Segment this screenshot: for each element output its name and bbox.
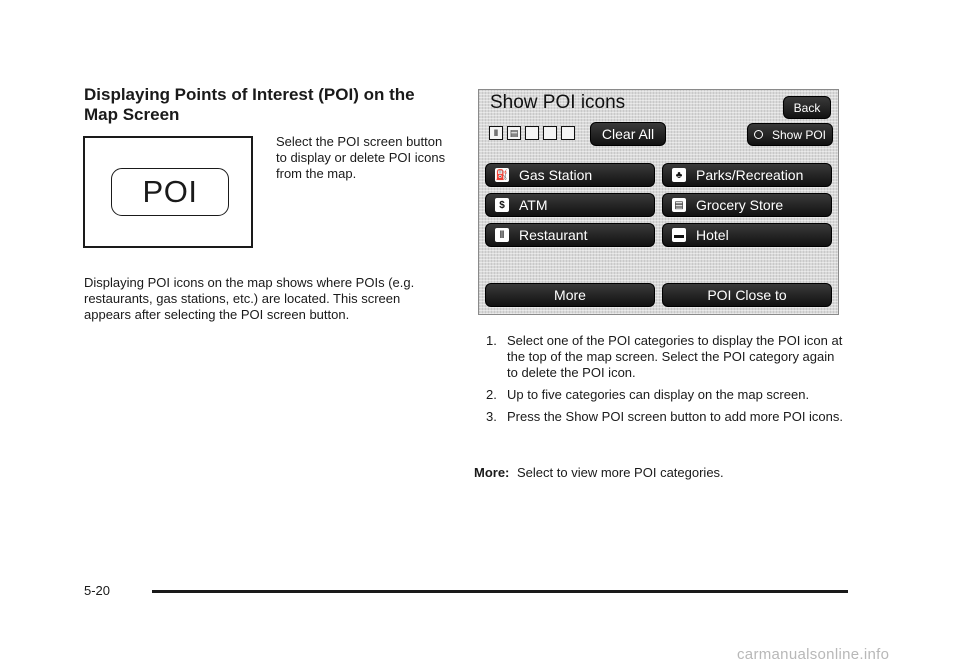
list-item — [486, 333, 846, 381]
show-poi-button[interactable] — [747, 123, 833, 146]
back-button[interactable]: Back — [783, 96, 831, 119]
selected-poi-slots — [489, 126, 579, 140]
category-gas-station-button[interactable] — [485, 163, 655, 187]
category-restaurant-button[interactable] — [485, 223, 655, 247]
footer-rule — [152, 590, 848, 593]
basket-icon: ▤ — [672, 198, 686, 212]
category-label: Grocery Store — [696, 197, 784, 213]
category-label: ATM — [519, 197, 548, 213]
category-label: Parks/Recreation — [696, 167, 804, 183]
circle-icon — [754, 130, 763, 139]
poi-close-to-button[interactable]: POI Close to — [662, 283, 832, 307]
fork-knife-icon: ǁ — [495, 228, 509, 242]
show-poi-screen — [478, 89, 839, 315]
screen-title: Show POI icons — [490, 92, 626, 113]
poi-caption: Select the POI screen button to display or delete POI icons from the map. — [276, 134, 446, 181]
clear-all-button[interactable]: Clear All — [590, 122, 666, 146]
more-button[interactable]: More — [485, 283, 655, 307]
step-text: Press the Show POI screen button to add more POI icons. — [507, 409, 844, 424]
empty-slot[interactable] — [561, 126, 575, 140]
category-label: Hotel — [696, 227, 729, 243]
poi-button-illustration — [83, 136, 253, 248]
empty-slot[interactable] — [543, 126, 557, 140]
page-number: 5-20 — [84, 583, 111, 598]
step-number: 1. — [486, 333, 497, 348]
more-term: More: — [474, 465, 510, 480]
category-label: Gas Station — [519, 167, 593, 183]
category-atm-button[interactable] — [485, 193, 655, 217]
step-number: 3. — [486, 409, 497, 424]
section-heading: Displaying Points of Interest (POI) on the Map Screen — [84, 85, 415, 124]
intro-paragraph: Displaying POI icons on the map shows where POIs (e.g. restaurants, gas stations, etc.) are located. This screen appears after selecting the POI screen button. — [84, 275, 415, 322]
category-parks-recreation-button[interactable] — [662, 163, 832, 187]
list-item — [486, 387, 846, 403]
category-grocery-store-button[interactable] — [662, 193, 832, 217]
list-item — [486, 409, 846, 425]
more-definition — [474, 465, 854, 481]
bed-icon: ▬ — [674, 229, 684, 241]
grocery-icon[interactable]: ▤ — [507, 126, 521, 140]
category-label: Restaurant — [519, 227, 588, 243]
step-text: Up to five categories can display on the map screen. — [507, 387, 810, 402]
tree-icon: ♣ — [672, 168, 686, 182]
dollar-icon: $ — [495, 198, 509, 212]
category-hotel-button[interactable] — [662, 223, 832, 247]
restaurant-icon[interactable]: ǁ — [489, 126, 503, 140]
instruction-steps — [486, 333, 846, 431]
step-number: 2. — [486, 387, 497, 402]
step-text: Select one of the POI categories to display the POI icon at the top of the map screen. Select the POI category again to delete the POI icon. — [507, 333, 843, 380]
poi-screen-button[interactable]: POI — [111, 168, 229, 216]
watermark: carmanualsonline.info — [737, 646, 890, 663]
gas-pump-icon: ⛽ — [495, 169, 509, 181]
empty-slot[interactable] — [525, 126, 539, 140]
more-description: Select to view more POI categories. — [517, 465, 724, 480]
show-poi-label: Show POI — [771, 127, 827, 142]
